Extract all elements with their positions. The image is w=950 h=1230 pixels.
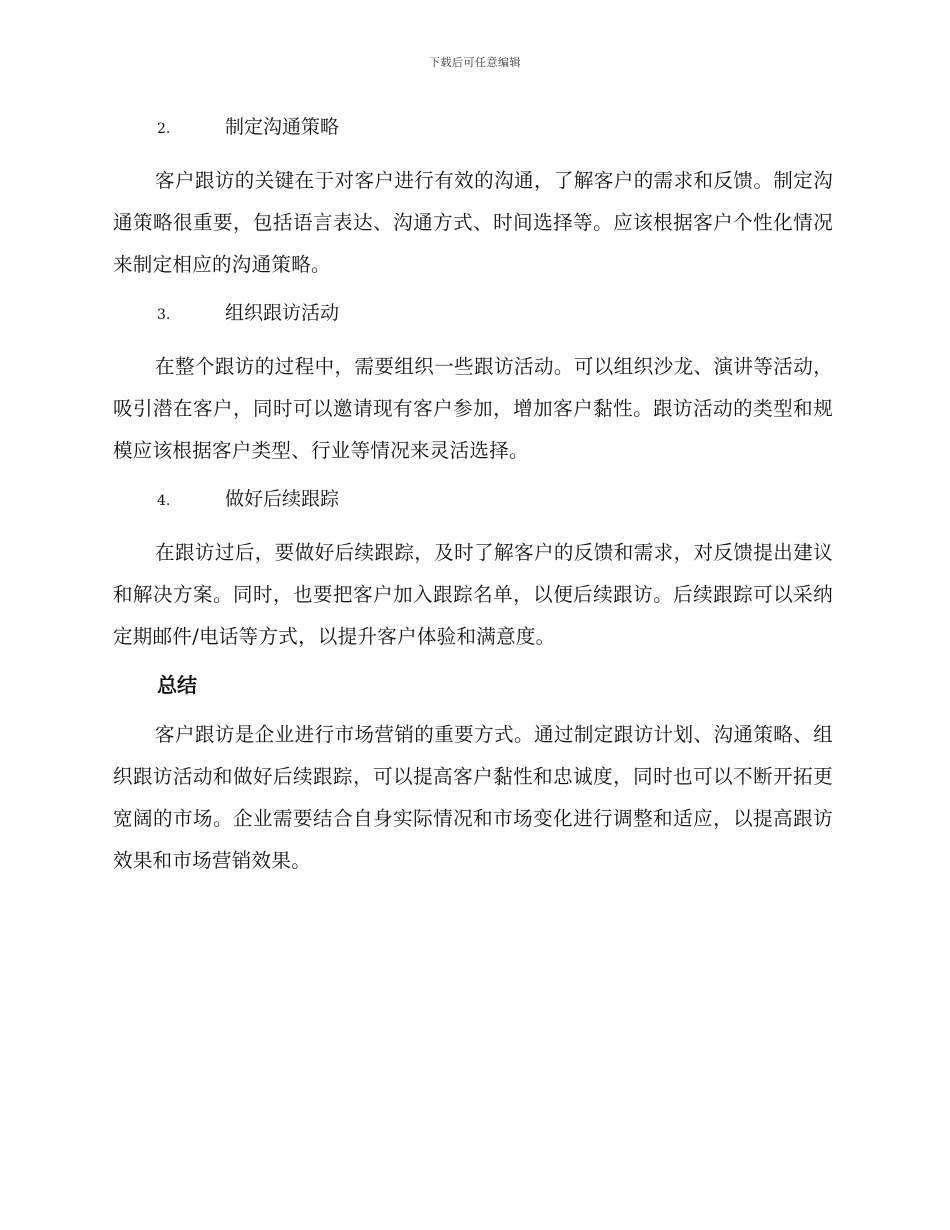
section-number: 2. [157, 121, 171, 137]
summary-heading: 总结 [157, 673, 197, 697]
section-heading-4 [113, 484, 833, 516]
section-paragraph-4: 在跟访过后，要做好后续跟踪，及时了解客户的反馈和需求，对反馈提出建议和解决方案。同时，也要把客户加入跟踪名单，以便后续跟访。后续跟踪可以采纳定期邮件/电话等方式，以提升客户体验和满意度。 [113, 541, 833, 648]
section-title: 做好后续跟踪 [225, 488, 340, 510]
summary-paragraph: 客户跟访是企业进行市场营销的重要方式。通过制定跟访计划、沟通策略、组织跟访活动和做好后续跟踪，可以提高客户黏性和忠诚度，同时也可以不断开拓更宽阔的市场。企业需要结合自身实际情况和市场变化进行调整和适应，以提高跟访效果和市场营销效果。 [113, 723, 833, 872]
section-number: 3. [157, 307, 171, 323]
section-title: 组织跟访活动 [225, 302, 340, 324]
document-body [113, 112, 833, 894]
section-heading-2 [113, 112, 833, 144]
section-paragraph-3: 在整个跟访的过程中，需要组织一些跟访活动。可以组织沙龙、演讲等活动，吸引潜在客户，同时可以邀请现有客户参加，增加客户黏性。跟访活动的类型和规模应该根据客户类型、行业等情况来灵活选择。 [113, 355, 833, 462]
section-heading-3 [113, 298, 833, 330]
section-number: 4. [157, 493, 171, 509]
page-header: 下载后可任意编辑 [429, 56, 521, 69]
section-paragraph-2: 客户跟访的关键在于对客户进行有效的沟通，了解客户的需求和反馈。制定沟通策略很重要，包括语言表达、沟通方式、时间选择等。应该根据客户个性化情况来制定相应的沟通策略。 [113, 169, 833, 276]
section-title: 制定沟通策略 [225, 116, 340, 138]
